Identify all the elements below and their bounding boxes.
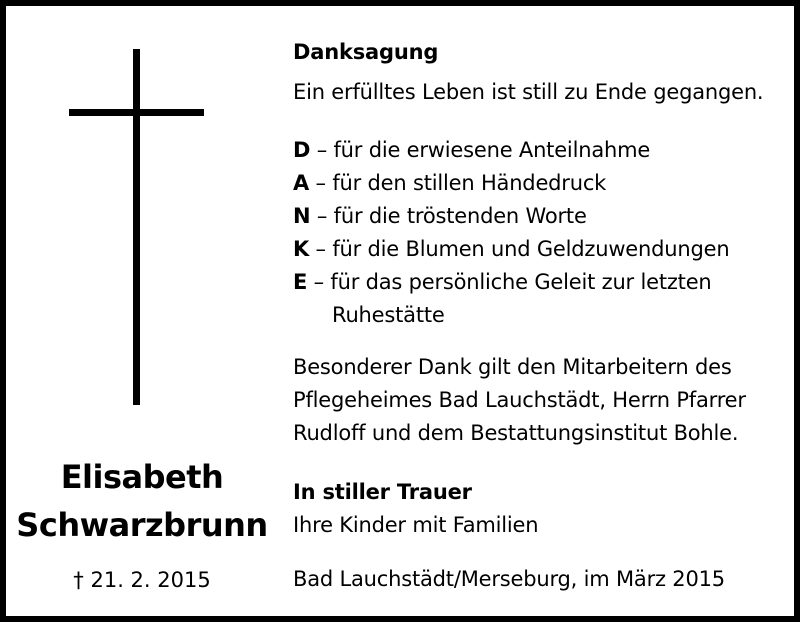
thanks-line: Besonderer Dank gilt den Mitarbeitern des [293,355,732,379]
intro-line: Ein erfülltes Leben ist still zu Ende gegangen. [293,80,764,104]
acrostic-text: – für das persönliche Geleit zur letzten [307,270,712,294]
deceased-first-name: Elisabeth [60,458,224,496]
acrostic-letter: K [293,237,310,261]
deceased-last-name: Schwarzbrunn [16,506,268,544]
death-date: † 21. 2. 2015 [73,568,211,592]
acrostic-letter: A [293,171,310,195]
thanks-line: Pflegeheimes Bad Lauchstädt, Herrn Pfarrer [293,388,746,412]
acrostic-text: – für den stillen Händedruck [309,171,607,195]
acrostic-text: – für die Blumen und Geldzuwendungen [309,237,730,261]
acrostic-letter: E [293,270,308,294]
acrostic-line [293,167,606,200]
acrostic-text: – für die erwiesene Anteilnahme [310,138,651,162]
acrostic-line [293,134,650,167]
acrostic-line [293,266,712,299]
cross-icon-bar [69,109,204,116]
mourners: Ihre Kinder mit Familien [293,513,539,537]
heading: Danksagung [293,40,439,64]
acrostic-letter: D [293,138,311,162]
acrostic-line [293,233,729,266]
cross-icon [133,49,140,405]
mourning-heading: In stiller Trauer [293,480,472,504]
place-date: Bad Lauchstädt/Merseburg, im März 2015 [293,567,725,591]
acrostic-continuation: Ruhestätte [332,303,445,327]
thanks-line: Rudloff und dem Bestattungsinstitut Bohle. [293,421,739,445]
acrostic-line [293,200,587,233]
acrostic-letter: N [293,204,311,228]
acrostic-text: – für die tröstenden Worte [310,204,587,228]
